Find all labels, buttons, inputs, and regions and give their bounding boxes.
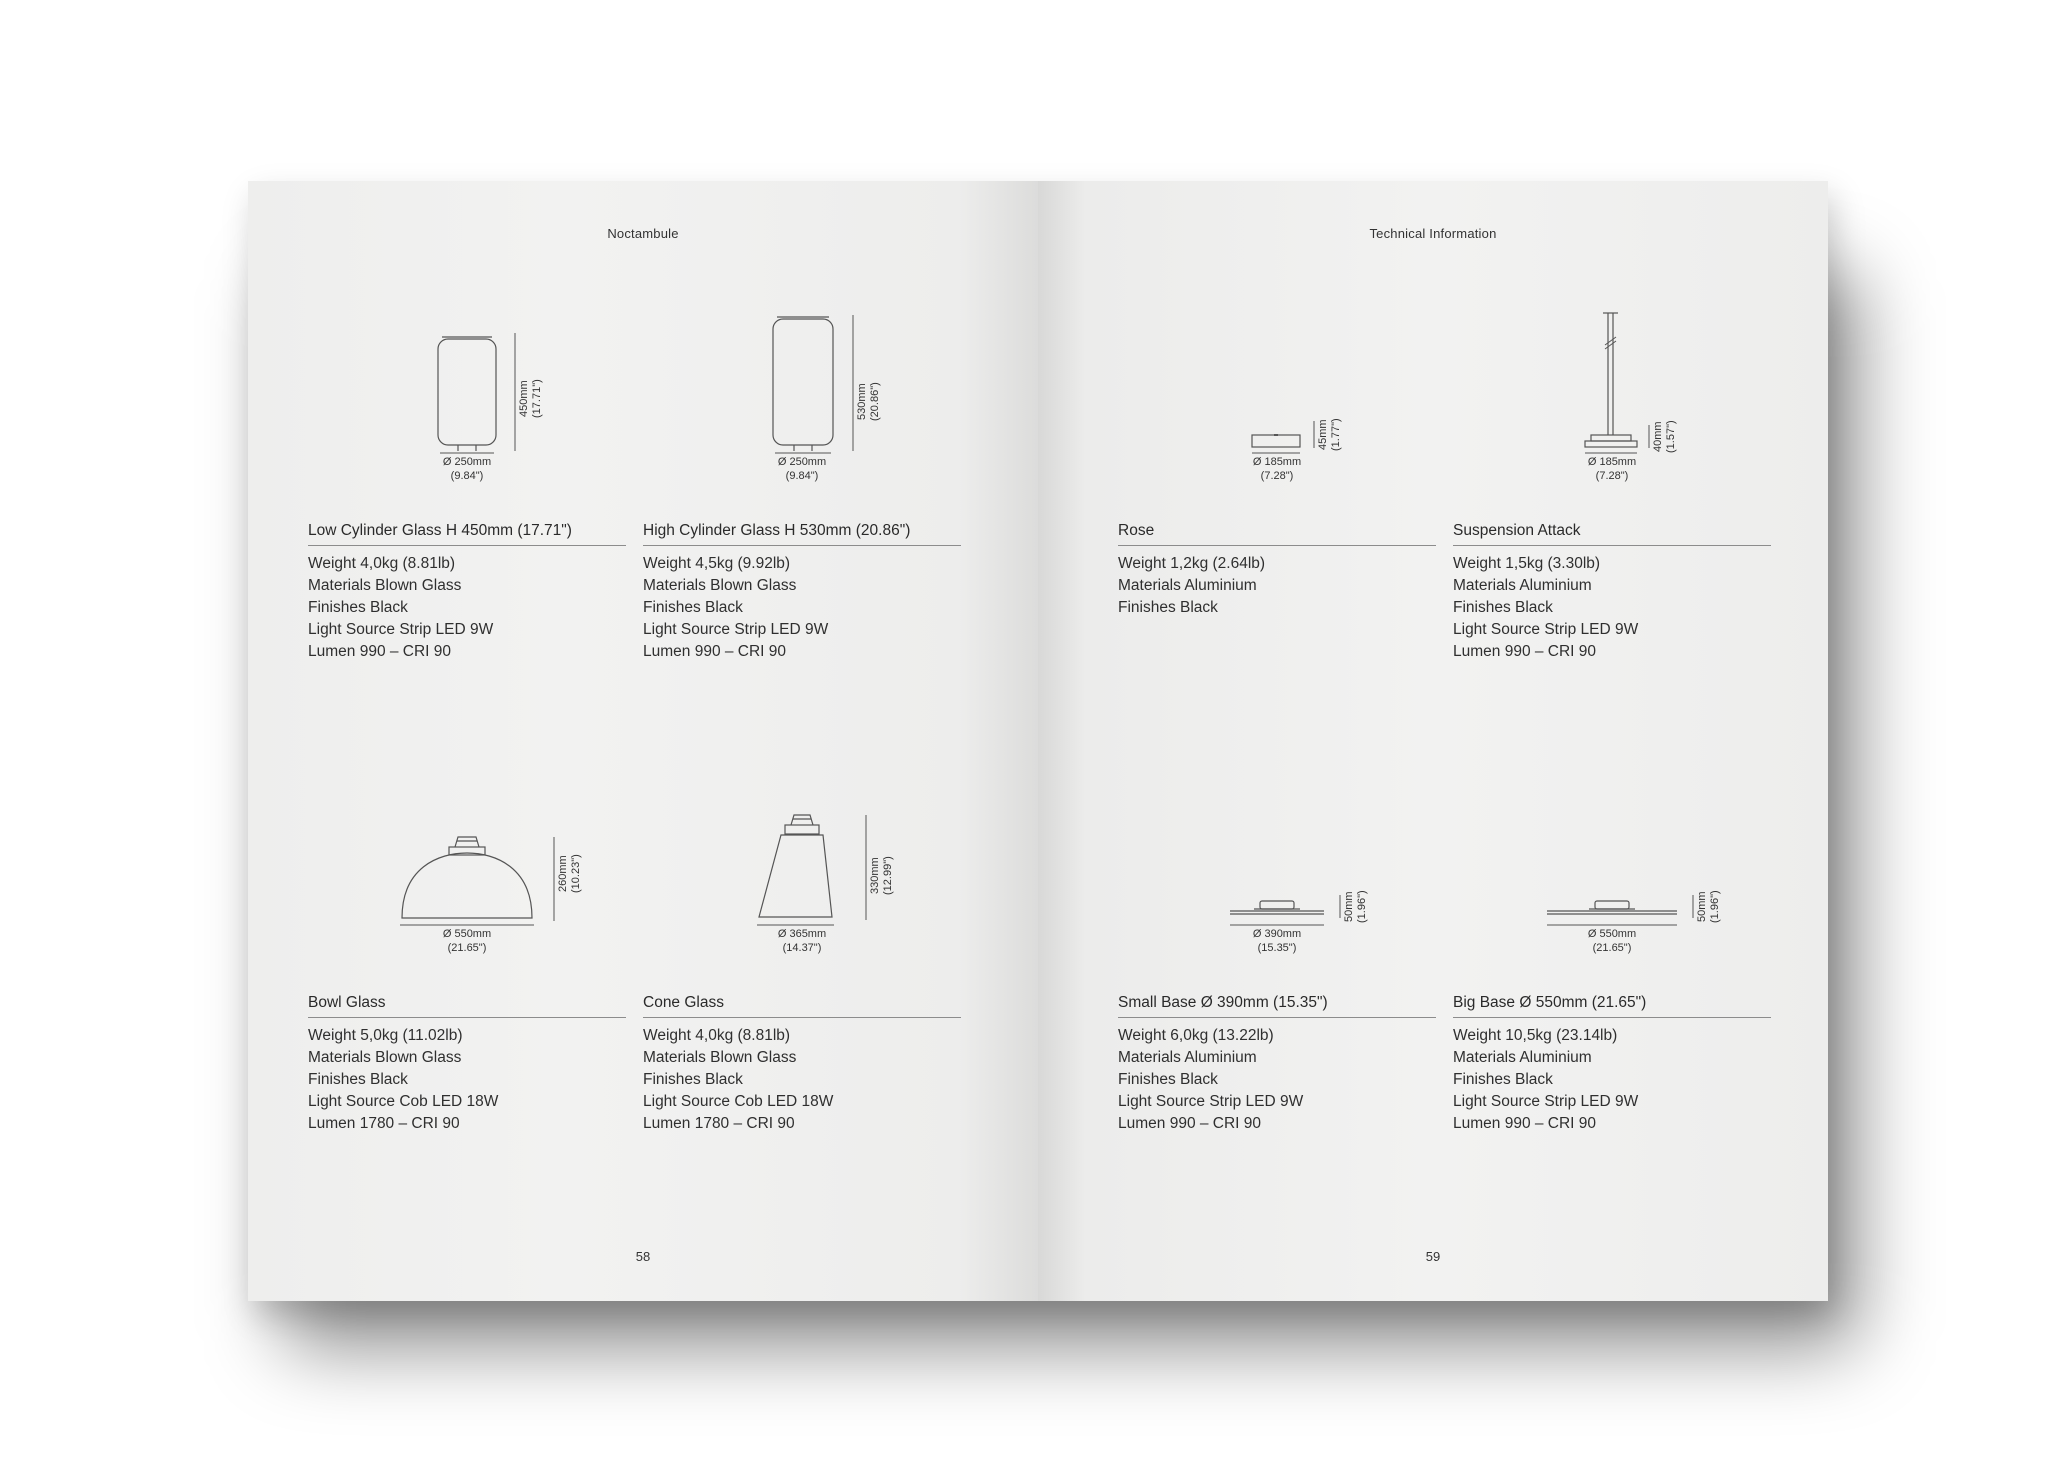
height-in: (20.86") (869, 382, 881, 421)
height-in: (1.77") (1330, 418, 1342, 451)
height-mm: 50mm (1696, 891, 1708, 922)
height-dimension (1317, 418, 1343, 451)
product-drawing (308, 773, 626, 973)
spec-block (1118, 994, 1436, 1135)
height-in: (1.96") (1709, 890, 1721, 923)
spec-finishes: Finishes Black (1118, 1071, 1218, 1088)
height-dimension (557, 854, 583, 893)
height-in: (17.71") (531, 379, 543, 418)
page-number: 59 (1425, 1249, 1441, 1264)
height-mm: 45mm (1317, 419, 1329, 450)
spec-light-source: Light Source Strip LED 9W (1118, 1093, 1304, 1110)
product-drawing (1118, 773, 1436, 973)
spec-finishes: Finishes Black (308, 599, 408, 616)
width-dimension (643, 455, 961, 483)
product-title: Bowl Glass (308, 994, 626, 1018)
width-dimension (1118, 455, 1436, 483)
height-mm: 530mm (856, 383, 868, 420)
spec-light-source: Light Source Strip LED 9W (1453, 621, 1639, 638)
spec-lumen: Lumen 990 – CRI 90 (1118, 1115, 1262, 1132)
width-mm: Ø 550mm (442, 928, 492, 940)
width-dimension (1453, 927, 1771, 955)
spec-light-source: Light Source Strip LED 9W (308, 621, 494, 638)
spec-finishes: Finishes Black (643, 1071, 743, 1088)
spec-weight: Weight 10,5kg (23.14lb) (1453, 1027, 1618, 1044)
height-dimension (869, 856, 895, 895)
spec-weight: Weight 6,0kg (13.22lb) (1118, 1027, 1274, 1044)
spec-weight: Weight 1,5kg (3.30lb) (1453, 555, 1601, 572)
spec-weight: Weight 5,0kg (11.02lb) (308, 1027, 463, 1044)
spec-materials: Materials Blown Glass (308, 577, 462, 594)
spec-materials: Materials Blown Glass (643, 577, 797, 594)
spec-light-source: Light Source Cob LED 18W (308, 1093, 499, 1110)
product-title: Rose (1118, 522, 1436, 546)
product-title: Small Base Ø 390mm (15.35") (1118, 994, 1436, 1018)
height-mm: 50mm (1343, 891, 1355, 922)
height-dimension (856, 382, 882, 421)
height-mm: 260mm (557, 855, 569, 892)
spec-weight: Weight 1,2kg (2.64lb) (1118, 555, 1266, 572)
spec-lumen: Lumen 990 – CRI 90 (1453, 643, 1597, 660)
width-mm: Ø 185mm (1587, 456, 1637, 468)
spec-lumen: Lumen 1780 – CRI 90 (308, 1115, 460, 1132)
width-mm: Ø 250mm (442, 456, 492, 468)
spec-light-source: Light Source Strip LED 9W (1453, 1093, 1639, 1110)
spec-light-source: Light Source Cob LED 18W (643, 1093, 834, 1110)
product-drawing (308, 301, 626, 501)
height-dimension (1652, 420, 1678, 453)
width-dimension (308, 927, 626, 955)
right-page (1038, 181, 1828, 1301)
width-mm: Ø 390mm (1252, 928, 1302, 940)
width-in: (21.65") (447, 942, 487, 954)
product-drawing (1453, 773, 1771, 973)
spec-block (1118, 522, 1436, 619)
left-page (248, 181, 1038, 1301)
width-in: (14.37") (782, 942, 822, 954)
spec-block (643, 522, 961, 663)
product-title: High Cylinder Glass H 530mm (20.86") (643, 522, 961, 546)
spec-finishes: Finishes Black (1118, 599, 1218, 616)
product-title: Suspension Attack (1453, 522, 1771, 546)
running-head: Noctambule (607, 226, 679, 241)
spec-finishes: Finishes Black (308, 1071, 408, 1088)
width-dimension (308, 455, 626, 483)
width-mm: Ø 550mm (1587, 928, 1637, 940)
width-in: (9.84") (785, 470, 819, 482)
product-drawing (643, 301, 961, 501)
spec-block (1453, 994, 1771, 1135)
height-in: (1.57") (1665, 420, 1677, 453)
spec-light-source: Light Source Strip LED 9W (643, 621, 829, 638)
width-in: (7.28") (1595, 470, 1629, 482)
height-in: (10.23") (570, 854, 582, 893)
running-head: Technical Information (1369, 226, 1497, 241)
width-in: (9.84") (450, 470, 484, 482)
product-title: Low Cylinder Glass H 450mm (17.71") (308, 522, 626, 546)
height-dimension (518, 379, 544, 418)
spec-lumen: Lumen 1780 – CRI 90 (643, 1115, 795, 1132)
height-mm: 450mm (518, 380, 530, 417)
spec-materials: Materials Aluminium (1118, 577, 1257, 594)
width-mm: Ø 185mm (1252, 456, 1302, 468)
width-dimension (643, 927, 961, 955)
spec-block (1453, 522, 1771, 663)
spec-weight: Weight 4,0kg (8.81lb) (308, 555, 456, 572)
height-in: (1.96") (1356, 890, 1368, 923)
height-mm: 40mm (1652, 421, 1664, 452)
width-in: (7.28") (1260, 470, 1294, 482)
spec-lumen: Lumen 990 – CRI 90 (643, 643, 787, 660)
spec-materials: Materials Aluminium (1453, 1049, 1592, 1066)
spec-block (643, 994, 961, 1135)
spec-lumen: Lumen 990 – CRI 90 (1453, 1115, 1597, 1132)
product-title: Cone Glass (643, 994, 961, 1018)
product-drawing (1118, 301, 1436, 501)
spec-materials: Materials Blown Glass (308, 1049, 462, 1066)
spec-weight: Weight 4,0kg (8.81lb) (643, 1027, 791, 1044)
product-drawing (643, 773, 961, 973)
height-dimension (1696, 890, 1722, 923)
open-catalogue-spread (248, 181, 1828, 1301)
spec-finishes: Finishes Black (643, 599, 743, 616)
height-mm: 330mm (869, 857, 881, 894)
width-mm: Ø 250mm (777, 456, 827, 468)
width-mm: Ø 365mm (777, 928, 827, 940)
height-dimension (1343, 890, 1369, 923)
height-in: (12.99") (882, 856, 894, 895)
spec-materials: Materials Aluminium (1118, 1049, 1257, 1066)
spec-finishes: Finishes Black (1453, 1071, 1553, 1088)
width-in: (15.35") (1257, 942, 1297, 954)
spec-lumen: Lumen 990 – CRI 90 (308, 643, 452, 660)
spec-materials: Materials Blown Glass (643, 1049, 797, 1066)
spec-finishes: Finishes Black (1453, 599, 1553, 616)
product-title: Big Base Ø 550mm (21.65") (1453, 994, 1771, 1018)
width-dimension (1453, 455, 1771, 483)
page-number: 58 (635, 1249, 651, 1264)
product-drawing (1453, 301, 1771, 501)
spec-weight: Weight 4,5kg (9.92lb) (643, 555, 791, 572)
spec-materials: Materials Aluminium (1453, 577, 1592, 594)
spec-block (308, 522, 626, 663)
spec-block (308, 994, 626, 1135)
width-in: (21.65") (1592, 942, 1632, 954)
width-dimension (1118, 927, 1436, 955)
